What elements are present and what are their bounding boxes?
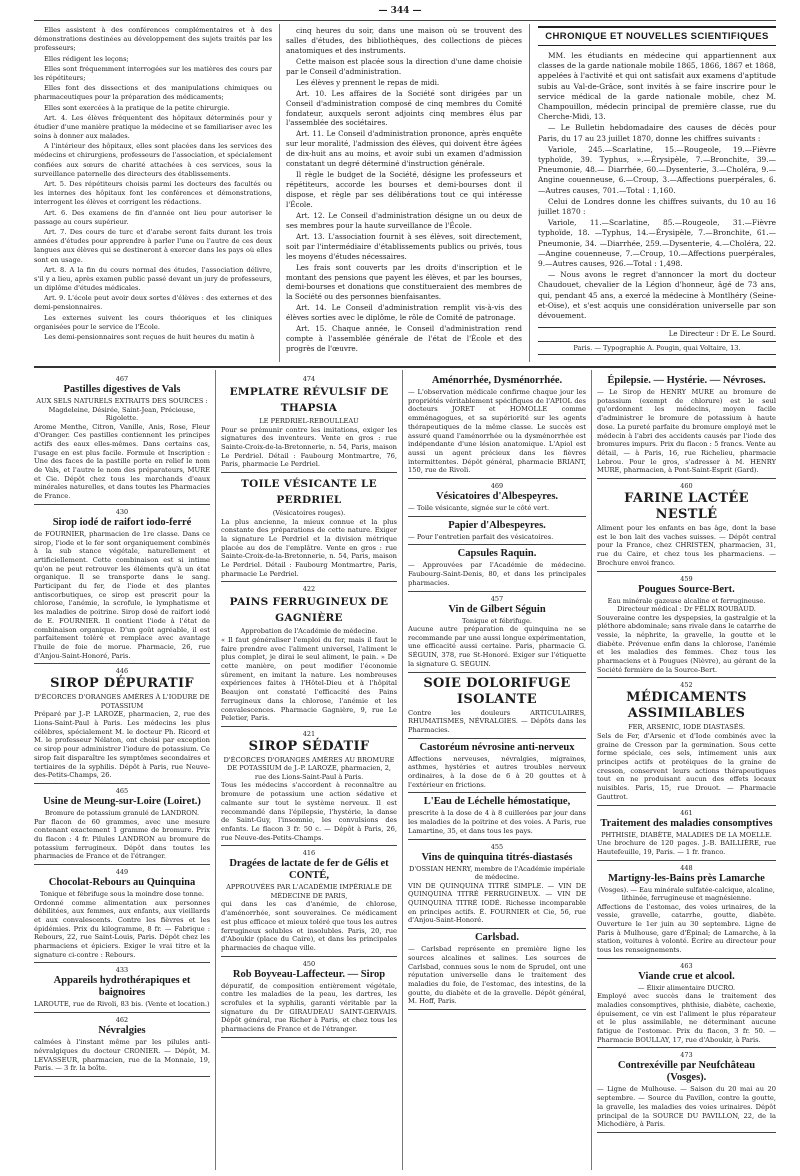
ad-body: Affections nerveuses, névralgies, migraines, asthmes, hystéries et autres troubles nerveux ordinaires, à la dose de 6 à 20 gouttes et à l'extérieur en frictions. (408, 754, 586, 789)
ad-body: Affections de l'estomac, des voies urinaires, de la vessie, gravelle, catarrhe, goutte, diabète. Ouverture le 1er juin au 30 septembre. Ligne de Paris à Mulhouse, gare d'Épinal; de Lamarche, à la station, voitures à volonté. Écrire au directeur pour tous les renseignements. (597, 902, 776, 955)
advertisement (408, 372, 586, 479)
advertisement (408, 545, 586, 591)
article-paragraph: Art. 8. A la fin du cours normal des études, l'association délivre, s'il y a lieu, après examen public passé devant un jury de professeurs, un diplôme d'études médicales. (34, 265, 272, 293)
advertisement (597, 572, 776, 679)
ad-subtitle: Tonique et fébrifuge sous la moindre dose tonne. (40, 890, 204, 899)
advertisement (408, 793, 586, 839)
ad-subtitle: FER, ARSENIC, IODE DIASTASÉS. (628, 723, 745, 732)
ad-subtitle: D'ÉCORCES D'ORANGES AMÈRES À L'IODURE DE POTASSIUM (34, 693, 210, 710)
ad-body: Ordonné comme alimentation aux personnes débilitées, aux femmes, aux enfants, aux vieillards et aux convalescents. Contre les fièvres et les épidémies. Prix du kilogramme, 8 fr. — Fabrique : Rebours, 22, rue Saint-Louis, Paris. Dépôt chez les pharmaciens et épiciers. Exiger le vrai titre et la signature ci-contre : Rebours. (34, 898, 210, 959)
column-divider (215, 370, 216, 1170)
column-divider (402, 370, 403, 1170)
ad-number: 450 (302, 959, 316, 968)
ad-title: Vésicatoires d'Albespeyres. (435, 491, 559, 503)
article-paragraph: Art. 12. Le Conseil d'administration désigne un ou deux de ses membres pour la haute surveillance de l'École. (286, 210, 522, 230)
ad-title: Pougues Source-Bert. (638, 583, 735, 595)
ad-body: — Pour l'entretien parfait des vésicatoires. (408, 532, 554, 541)
advertisement (408, 929, 586, 1010)
ad-title: EMPLATRE RÉVULSIF DE THAPSIA (229, 386, 389, 414)
ad-body: LAROUTE, rue de Rivoli, 83 bis. (Vente et location.) (34, 1000, 210, 1009)
ad-number: 473 (680, 1051, 693, 1060)
article-paragraph: Les externes suivent les cours théoriques et les cliniques organisées pour le service de l'École. (34, 313, 272, 331)
column-divider (591, 370, 592, 1170)
page-number: — 344 — (378, 6, 422, 16)
article-column-middle (286, 26, 522, 358)
advertisement (597, 1048, 776, 1133)
ad-body: Pour se prémunir contre les imitations, exiger les signatures des inventeurs. Vente en gros : rue Sainte-Croix-de-la-Bretonnerie, n. 54, Paris, maison Le Perdriel. Détail : Faubourg Montmartre, 76, Paris, pharmacie Le Perdriel. (221, 425, 397, 469)
chronique-paragraph: Celui de Londres donne les chiffres suivants, du 10 au 16 juillet 1870 : (538, 196, 776, 217)
article-paragraph: Elles sont fréquemment interrogées sur les matières des cours par les répétiteurs; (34, 64, 272, 82)
ad-title: Contrexéville par Neufchâteau (Vosges). (617, 1060, 756, 1084)
advertisement (34, 865, 210, 963)
chronique-paragraph: — Le Bulletin hebdomadaire des causes de décès pour Paris, du 17 au 23 juillet 1870, donne les chiffres suivants : (538, 123, 776, 143)
ad-body: de FOURNIER, pharmacien de 1re classe. Dans ce sirop, l'iode et le fer sont organiquement combinés à la sub stance végétale, naturellement et artificiellement. Cette combinaison est si intime qu'on ne peut retrouver les éléments qu'à un état organique. Il se transporte dans le sang. Participant du fer, de l'iode et des plantes antiscorbutiques, ce sirop est prescrit pour la chlorose, l'anémie, la scrofule, le lymphatisme et les maladies de poitrine. Sirop dosé de raifort iodé de E. FOURNIER. Il contient l'iode à l'état de combinaison organique. D'un goût agréable, il est parfaitement toléré et remplace avec avantage l'huile de foie de morue. Pharmacie, 26, rue d'Anjou-Saint-Honoré, Paris. (34, 529, 210, 660)
chronique-title: CHRONIQUE ET NOUVELLES SCIENTIFIQUES (538, 26, 776, 46)
ad-title: Dragées de lactate de fer de Gélis et CONTÉ, (229, 858, 389, 882)
ad-body: — Approuvées par l'Académie de médecine. Faubourg-Saint-Denis, 80, et dans les principales pharmacies. (408, 561, 586, 587)
advertisement (34, 963, 210, 1013)
ad-title: Pastilles digestives de Vals (63, 384, 181, 395)
advertisement (34, 505, 210, 665)
ad-subtitle: (Vosges). — Eau minérale sulfatée-calcique, alcaline, lithinée, ferrugineuse et magnésienne. (598, 885, 775, 902)
ad-title: MÉDICAMENTS ASSIMILABLES (626, 690, 747, 722)
article-paragraph: Les frais sont couverts par les droits d'inscription et le montant des pensions que payent les élèves, et par les bourses, demi-bourses et donations que constitueraient des membres de la Société ou des personnes bienfaisantes. (286, 262, 522, 302)
ad-title: Papier d'Albespeyres. (448, 519, 546, 531)
ad-title: SIROP SÉDATIF (248, 738, 370, 754)
ad-body: Par flacon de 60 grammes, avec une mesure contenant exactement 1 gramme de bromure. Prix du flacon : 4 fr. Pilules LANDRON au bromure de potassium ferrugineux. Dépôt dans toutes les pharmacies de France et de l'étranger. (34, 817, 210, 861)
printer-line: Paris. — Typographie A. Pougin, quai Voltaire, 13. (538, 341, 776, 355)
ad-title: Vin de Gilbert Séguin (448, 603, 546, 615)
advertisement (34, 1013, 210, 1077)
article-paragraph: Art. 6. Des examens de fin d'année ont lieu pour autoriser le passage au cours supérieur. (34, 208, 272, 226)
ad-subtitle: — Élixir alimentaire DUCRO. (637, 983, 736, 992)
ad-title: L'Eau de Léchelle hémostatique, (423, 796, 571, 808)
article-paragraph: Art. 15. Chaque année, le Conseil d'administration rend compte à l'assemblée générale de l'état de l'École et des progrès de l'œuvre. (286, 324, 522, 354)
article-paragraph: A l'intérieur des hôpitaux, elles sont placées dans les services des médecins et chirurgiens, professeurs de l'association, et spécialement confiées aux sœurs de charité attachées à ces services, sous la surveillance paternelle des directeurs des établissements. (34, 142, 272, 178)
ads-column-1 (34, 372, 210, 1170)
advertisement (34, 784, 210, 865)
ad-number: 462 (115, 1016, 129, 1025)
ad-body: « Il faut généraliser l'emploi du fer, mais il faut le faire prendre avec l'aliment universel, l'aliment le plus complet, je dirai le seul aliment, le pain. » De cette manière, on peut modifier l'économie sûrement, en imitant la nature. Les nombreuses expériences faites à l'Hôtel-Dieu et à l'hôpital Beaujon ont constaté l'efficacité des Pains ferrugineux dans la chlorose, l'anémie et les convalescences. Pharmacie Gagnière, 9, rue Le Peletier, Paris. (221, 635, 397, 723)
ad-body: — Carlsbad représente en première ligne les sources alcalines et salines. Les sources de Carlsbad, connues sous le nom de Sprudel, ont une réputation universelle dans le traitement des maladies du foie, de l'estomac, des intestins, de la goutte, du diabète et de la gravelle. Dépôt général, M. Hoff, Paris. (408, 945, 586, 1006)
ad-number: 416 (302, 849, 316, 858)
ad-title: Traitement des maladies consomptives (600, 817, 773, 829)
ad-number: 430 (115, 507, 129, 516)
column-divider (279, 24, 280, 362)
article-paragraph: Il règle le budget de la Société, désigne les professeurs et répétiteurs, accorde les bourses et demi-bourses dont il dispose, et règle par ses délibérations tout ce qui intéresse l'École. (286, 170, 522, 209)
article-paragraph: Art. 10. Les affaires de la Société sont dirigées par un Conseil d'administration composé de cinq membres du Comité fondateur, auxquels seront adjoints cinq membres élus par l'assemblée des sociétaires. (286, 88, 522, 128)
article-paragraph: Art. 13. L'association fournit à ses élèves, soit directement, soit par l'intermédiaire d'établissements publics ou privés, tous les moyens d'études nécessaires. (286, 231, 522, 261)
ad-number: 455 (490, 842, 504, 851)
chronique-paragraph: Variole, 245.—Scarlatine, 15.—Rougeole, 19.—Fièvre typhoïde, 39. Typhus, ».—Érysipèle, 7.—Bronchite, 39.—Pneumonie, 48.— Diarrhée, 60.—Dysenterie, 3.—Choléra, 9.—Angine couenneuse, 6.—Croup, 3.—Affections puerpérales, 6.—Autres causes, 701.—Total : 1,160. (538, 144, 776, 195)
advertisement (408, 517, 586, 546)
ads-column-3 (408, 372, 586, 1170)
ad-title: TOILE VÉSICANTE LE PERDRIEL (241, 478, 377, 507)
ad-title: Carlsbad. (474, 932, 520, 944)
ad-body: Tous les médecins s'accordent à reconnaître au bromure de potassium une action sédative et calmante sur tout le système nerveux. Il est recommandé dans l'épilepsie, l'hystérie, la danse de Saint-Guy, l'insomnie, les convulsions des enfants. Le flacon 3 fr. 50 c. — Dépôt à Paris, 26, rue Neuve-des-Petits-Champs. (221, 781, 397, 842)
advertisement (34, 372, 210, 505)
ad-number: 422 (302, 585, 316, 594)
ad-title: Vins de quinquina titrés-diastasés (421, 851, 573, 863)
ad-number: 457 (490, 594, 504, 603)
advertisement (408, 479, 586, 517)
ad-title: Névralgies (98, 1025, 146, 1037)
ad-title: Capsules Raquin. (457, 548, 537, 560)
ad-number: 465 (115, 787, 129, 795)
chronique-paragraph: — Nous avons le regret d'annoncer la mort du docteur Chaudouet, chevalier de la Légion d'honneur, âgé de 73 ans, qui, pendant 45 ans, a exercé la médecine à Montlhéry (Seine-et-Oise), et s'est acquis une considération universelle par son dévouement. (538, 270, 776, 321)
chronique-body (538, 51, 776, 321)
ad-number: 446 (115, 667, 129, 676)
chronique-paragraph: Variole, 11.—Scarlatine, 85.—Rougeole, 31.—Fièvre typhoïde, 18. —Typhus, 14.—Érysipèle, 7.—Bronchite, 61.—Pneumonie, 34. —Diarrhée, 259.—Dysenterie, 4.—Choléra, 22.—Angine couenneuse, 7.—Croup, 10.—Affections puerpérales, 9.—Autres causes, 926.—Total : 1,498. (538, 218, 776, 269)
ad-body: Contre les douleurs ARTICULAIRES, RHUMATISMES, NÉVRALGIES. — Dépôts dans les Pharmacies. (408, 708, 586, 734)
article-column-left (34, 26, 272, 358)
ad-title: SIROP DÉPURATIF (50, 676, 194, 692)
article-paragraph: Cette maison est placée sous la direction d'une dame choisie par le Conseil d'administration. (286, 56, 522, 76)
ad-subtitle: Tonique et fébrifuge. (461, 616, 533, 625)
ads-column-2 (221, 372, 397, 1170)
advertisement (408, 840, 586, 930)
ad-number: 460 (680, 482, 693, 491)
ad-body: Aliment pour les enfants en bas âge, dont la base est le bon lait des vaches suisses. — Dépôt central pour la France, chez CHRISTEN, pharmacien, 31, rue du Caire, et chez tous les pharmaciens. — Brochure envoi franco. (597, 524, 776, 567)
ad-number: 459 (680, 574, 693, 583)
ad-body: Sels de Fer, d'Arsenic et d'Iode combinés avec la graine de Cresson par la germination. Sous cette forme spéciale, ces sels, intimement unis aux principes actifs et protéiques de la graine de cresson, conservent leurs actions thérapeutiques tout en ne produisant aucun des effets locaux nuisibles. Paris, 15, rue Drouot. — Pharmacie Gauttrot. (597, 731, 776, 801)
advertisement (408, 673, 586, 739)
ad-body: La plus ancienne, la mieux connue et la plus constante des préparations de cette nature. Exiger la signature Le Perdriel et la division métrique placée au dos de l'emplâtre. Vente en gros : rue Sainte-Croix-de-la-Bretonnerie, n. 54, Paris, maison Le Perdriel. Détail : Faubourg Montmartre, Paris, pharmacie Le Perdriel. (221, 517, 397, 578)
article-paragraph: Elles assistent à des conférences complémentaires et à des démonstrations destinées au développement des sujets traités par les professeurs; (34, 26, 272, 53)
ad-body: Une brochure de 120 pages. J.-B. BAILLIÈRE, rue Hautefeuille, 19, Paris. — 1 fr. franco. (597, 839, 776, 856)
article-paragraph: Elles font des dissections et des manipulations chimiques ou pharmaceutiques pour la préparation des médicaments; (34, 84, 272, 102)
ad-body: Aucune autre préparation de quinquina ne se recommande par une aussi longue expérimentation, une efficacité aussi certaine. Paris, pharmacie G. SÉGUIN, 378, rue St-Honoré. Exiger sur l'étiquette la signature G. SÉGUIN. (408, 625, 586, 668)
ad-subtitle: Bromure de potassium granulé de LANDRON. (44, 809, 200, 817)
advertisement (597, 861, 776, 959)
ad-subtitle: (Vésicatoires rouges). (272, 509, 346, 518)
article-paragraph: Art. 7. Des cours de turc et d'arabe seront faits durant les trois années d'études pour apprendre à parler l'une ou l'autre de ces deux langues aux élèves qui se destineront à exercer dans les pays où elles sont en usage. (34, 227, 272, 264)
ad-subtitle: D'ÉCORCES D'ORANGES AMÈRES AU BROMURE DE POTASSIUM de J.-P. LAROZE, pharmacien, 2, rue des Lions-Saint-Paul à Paris. (223, 755, 395, 781)
ad-subtitle: PHTHISIE, DIABÈTE, MALADIES DE LA MOELLE. (601, 830, 772, 839)
ad-body: prescrite à la dose de 4 à 8 cuillerées par jour dans les maladies de la poitrine et des voies. A Paris, rue Lamartine, 35, et dans tous les pays. (408, 809, 586, 835)
ad-body: calmées à l'instant même par les pilules anti-névralgiques du docteur CRONIER. — Dépôt, M. LEVASSEUR, pharmacien, rue de la Monnaie, 19, Paris. — 3 fr. la boîte. (34, 1038, 210, 1073)
advertisement (221, 727, 397, 846)
ad-subtitle: LE PERDRIEL-REBOULLEAU (259, 417, 359, 425)
article-paragraph: Les demi-pensionnaires sont reçues de huit heures du matin à (44, 333, 255, 341)
advertisement (221, 473, 397, 582)
advertisement (597, 479, 776, 572)
ad-number: 421 (302, 729, 316, 738)
ad-number: 469 (490, 482, 504, 491)
advertisement (597, 959, 776, 1049)
article-paragraph: Art. 11. Le Conseil d'administration prononce, après enquête sur leur moralité, l'admission des élèves, qui doivent être âgées de dix-huit ans au moins, et avoir subi un examen d'admission constatant un degré déterminé d'instruction générale. (286, 129, 522, 169)
section-separator (34, 366, 776, 368)
ad-body: Employé avec succès dans le traitement des maladies consomptives, phthisie, diabète, cachexie, épuisement, ce vin est l'aliment le plus réparateur et le plus assimilable, ne déterminant aucune fatigue de l'estomac. Prix du flacon, 3 fr. 50. — Pharmacie BOULLAY, 17, rue d'Aboukir, à Paris. (597, 992, 776, 1044)
article-paragraph: Elles rédigent les leçons; (44, 54, 129, 63)
ad-number: 449 (115, 868, 129, 877)
advertisement (221, 957, 397, 1038)
ad-title: FARINE LACTÉE NESTLÉ (624, 491, 749, 523)
advertisement (34, 664, 210, 784)
advertisement (597, 806, 776, 861)
ads-column-4 (597, 372, 776, 1170)
ad-title: PAINS FERRUGINEUX DE GAGNIÈRE (229, 596, 389, 625)
advertisement (597, 372, 776, 479)
ad-number: 452 (680, 681, 693, 690)
ad-title: Aménorrhée, Dysménorrhée. (431, 375, 563, 386)
ad-title: Sirop iodé de raifort iodo-ferré (52, 516, 192, 528)
ad-body: Souveraine contre les dyspepsies, la gastralgie et la pléthore abdominale; sans rivale dans le catarrhe de vessie, la néphrite, la gravelle, la goutte et le diabète. Prévenue enfin dans la chlorose, l'anémie et les maladies des femmes. Chez tous les pharmaciens et à Pougues (Nièvre), au gérant de la Société fermière de la Source-Bert. (597, 613, 776, 674)
ad-subtitle: D'OSSIAN HENRY, membre de l'Académie impériale de médecine. (409, 864, 585, 882)
ad-subtitle: AUX SELS NATURELS EXTRAITS DES SOURCES : Magdeleine, Désirée, Saint-Jean, Précieuse, Rigolette. (36, 397, 208, 422)
article-paragraph: cinq heures du soir, dans une maison où se trouvent des salles d'études, des bibliothèques, des collections de pièces anatomiques et des instruments. (286, 26, 522, 55)
ad-body: Arome Menthe, Citron, Vanille, Anis, Rose, Fleur d'Oranger. Ces pastilles contiennent les principes actifs des eaux elles-mêmes. Dans certains cas, l'usage en est plus facile. Formule et Inscription : Une des faces de la pastille porte en relief le nom de Vals, et l'autre le nom des préparateurs, MURE et Cie. Dépôt chez tous les marchands d'eaux minérales naturelles, et dans toutes les Pharmacies de France. (34, 422, 210, 501)
ad-number: 467 (115, 375, 129, 383)
ad-title: Épilepsie. — Hystérie. — Névroses. (607, 375, 766, 386)
ad-title: Rob Boyveau-Laffecteur. — Sirop (232, 968, 386, 980)
ad-body: VIN DE QUINQUINA TITRÉ SIMPLE. — VIN DE QUINQUINA TITRÉ FERRUGINEUX. — VIN DE QUINQUINA TITRÉ IODÉ. Richesse incomparable en principes actifs. É. FOURNIER et Cie, 56, rue d'Anjou-Saint-Honoré. (408, 881, 586, 925)
article-paragraph: Art. 5. Des répétiteurs choisis parmi les docteurs des facultés ou les internes des hôpitaux font les conférences et démonstrations, interrogent les élèves et corrigent les rédactions. (34, 180, 272, 207)
ad-subtitle: APPROUVÉES PAR L'ACADÉMIE IMPÉRIALE DE MÉDECINE DE PARIS, (226, 883, 392, 900)
ad-title: Appareils hydrothérapiques et baignoires (53, 975, 191, 999)
ad-body: — Toile vésicante, signée sur le côté vert. (408, 504, 550, 513)
ad-title: SOIE DOLORIFUGE ISOLANTE (423, 675, 571, 707)
advertisement (408, 592, 586, 673)
article-paragraph: Les élèves y prennent le repas de midi. (296, 77, 440, 87)
advertisement (221, 372, 397, 473)
ad-title: Castoréum névrosine anti-nerveux (419, 741, 575, 753)
ad-number: 474 (302, 375, 316, 383)
ad-body: qui dans les cas d'anémie, de chlorose, d'aménorrhée, sont souveraines. Ce médicament est plus efficace et mieux toléré que tous les autres ferrugineux solubles et insolubles. Paris, 20, rue d'Aboukir (place du Caire), et dans les principales pharmacies de chaque ville. (221, 900, 397, 952)
ad-body: dépuratif, de composition entièrement végétale, contre les maladies de la peau, les dartres, les scrofules et la syphilis, garanti véritable par la signature du Dr GIRAUDEAU SAINT-GERVAIS. Dépôt général, rue Richer à Paris, et chez tous les pharmaciens de France et de l'étranger. (221, 981, 397, 1034)
top-rule (34, 20, 776, 21)
advertisement (221, 582, 397, 727)
advertisement (221, 846, 397, 956)
ad-title: Chocolat-Rebours au Quinquina (48, 877, 196, 889)
ad-title: Martigny-les-Bains près Lamarche (608, 872, 765, 884)
chronique-paragraph: MM. les étudiants en médecine qui appartiennent aux classes de la garde nationale mobile 1865, 1866, 1867 et 1868, appelées à l'activité et qui ont satisfait aux examens d'aptitude subis au Val-de-Grâce, sont invités à se faire inscrire pour le service médical de la garde nationale mobile, chez M. Champouillon, médecin principal de première classe, rue du Cherche-Midi, 13. (538, 51, 776, 122)
ad-number: 433 (115, 966, 129, 975)
ad-body: — L'observation médicale confirme chaque jour les propriétés véritablement spécifiques de l'APIOL des docteurs JORET et HOMOLLE comme emménagogues, et sa supériorité sur les agents thérapeutiques de la même classe. Le succès est assuré quand l'aménorrhée ou la dysménorrhée est indépendante d'une lésion anatomique. L'Apiol est aussi un agent précieux dans les fièvres intermittentes. Dépôt général, pharmacie BRIANT, 150, rue de Rivoli. (408, 388, 586, 475)
ad-number: 463 (680, 961, 693, 970)
ad-body: — Ligne de Mulhouse. — Saison du 20 mai au 20 septembre. — Source du Pavillon, contre la goutte, la gravelle, les maladies des voies urinaires. Dépôt principal de la SOURCE DU PAVILLON, 22, de la Michodière, à Paris. (597, 1085, 776, 1129)
article-paragraph: Elles sont exercées à la pratique de la petite chirurgie. (44, 103, 230, 112)
director-line: Le Directeur : Dr E. Le Sourd. (538, 327, 776, 338)
ad-title: Viande crue et alcool. (638, 970, 735, 982)
article-paragraph: Art. 9. L'école peut avoir deux sortes d'élèves : des externes et des demi-pensionnaires. (34, 294, 272, 312)
ad-body: Préparé par J.-P. LAROZE, pharmacien, 2, rue des Lions-Saint-Paul à Paris. Les médecins les plus célèbres, spécialement M. le docteur Ph. Ricord et M. le professeur Nélaton, ont choisi par exception ce sirop pour administrer l'iodure de potassium. Ce sirop fait disparaître les symptômes secondaires et tertiaires de la syphilis. Dépôt à Paris, rue Neuve-des-Petits-Champs, 26. (34, 710, 210, 780)
ad-number: 461 (680, 808, 693, 817)
ad-body: — Le Sirop de HENRY MURE au bromure de potassium (exempt de chlorure) est le seul qu'ordonnent les médecins, moyen facile d'administrer le bromure de potassium à haute dose. La pureté parfaite du bromure employé met le médecin à l'abri des accidents causés par l'iode des bromures impurs. Prix du flacon : 5 francs. Vente au détail, — à Paris, 16, rue Richelieu, pharmacie Lebrou. Pour le gros, s'adresser à M. HENRY MURE, pharmacien, à Pont-Saint-Esprit (Gard). (597, 388, 776, 475)
column-divider (529, 24, 530, 362)
ad-subtitle: Approbation de l'Académie de médecine. (240, 627, 378, 636)
ad-title: Usine de Meung-sur-Loire (Loiret.) (43, 796, 201, 807)
advertisement (597, 678, 776, 805)
chronique-column (538, 26, 776, 362)
article-paragraph: Art. 14. Le Conseil d'administration remplit vis-à-vis des élèves sorties avec le diplôme, le rôle de Comité de patronage. (286, 303, 522, 323)
ad-subtitle: Eau minérale gazeuse alcaline et ferrugineuse. Directeur médical : Dr FÉLIX ROUBAUD. (607, 596, 766, 614)
advertisement (408, 739, 586, 794)
article-paragraph: Art. 4. Les élèves fréquentent des hôpitaux déterminés pour y étudier d'une manière pratique la médecine et se familiariser avec les soins à donner aux malades. (34, 113, 272, 141)
ad-number: 448 (680, 863, 693, 872)
